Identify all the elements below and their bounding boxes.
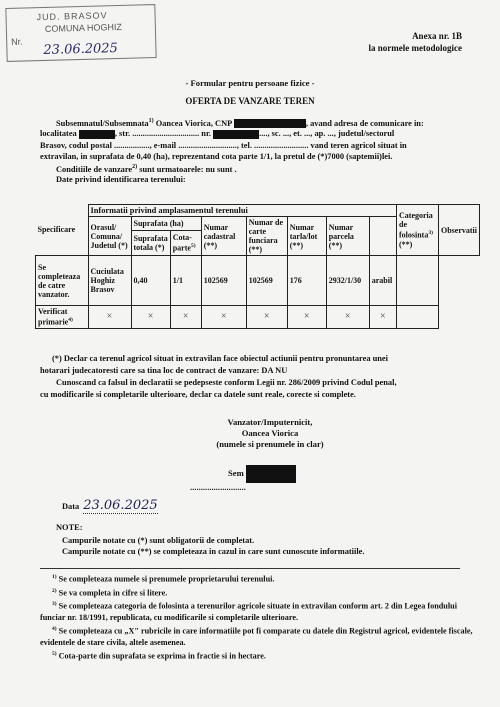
header-total-surface: Suprafata totala (*): [131, 230, 170, 256]
intro-p2-b: , str. ................................ nr.: [114, 129, 212, 138]
signer-name-hint: (numele si prenumele in clar): [216, 439, 324, 449]
signer-role: Vanzator/Imputernicit,: [227, 417, 313, 427]
check-mark: ×: [131, 306, 170, 329]
row1-cadastral: 102569: [201, 256, 246, 306]
header-spec: Specificare: [36, 205, 89, 256]
footnote-2-text: Se va completa in cifre si litere.: [58, 588, 168, 598]
check-mark: ×: [369, 306, 396, 329]
footnotes: [40, 572, 475, 662]
intro-line-2: [40, 128, 470, 139]
conditions-value: sunt urmatoarele: nu sunt .: [139, 164, 237, 174]
footnote-1: [40, 572, 475, 585]
footnote-5-text: Cota-parte din suprafata se exprima in fractie si in hectare.: [58, 651, 266, 661]
row1-category: arabil: [369, 256, 396, 306]
row1-town: Cuciulata Hoghiz Brasov: [88, 256, 131, 306]
row1-observations: [397, 256, 439, 306]
header-share: [170, 230, 201, 256]
row1-parcel: 2932/1/30: [326, 256, 369, 306]
redacted-street-nr: [213, 130, 259, 139]
annex-line-2: la normele metodologice: [368, 43, 462, 53]
annex-line-1: Anexa nr. 1B: [412, 31, 462, 41]
signature-dots: ..........................: [190, 482, 246, 492]
note-title: NOTE:: [56, 523, 83, 532]
footnote-ref-5: 5): [190, 242, 196, 249]
check-mark: ×: [246, 306, 287, 329]
row2-spec: [36, 306, 89, 329]
footnote-2: [40, 586, 475, 599]
footnote-3-text: Se completeaza categoria de folosinta a terenurilor agricole situate in extravilan conform art. 2 din Legea fondului funciar nr. 18/1991, republicata, cu modificarile si completarile ulterioare.: [40, 602, 457, 623]
row1-spec: Se completeaza de catre vanzator.: [36, 256, 89, 306]
intro-p1-c: , avand adresa de comunicare in:: [305, 118, 424, 128]
header-category: [397, 205, 439, 256]
stamp-line-1: JUD. BRASOV: [36, 10, 108, 23]
check-mark: ×: [326, 306, 369, 329]
offer-title: OFERTA DE VANZARE TEREN: [185, 96, 315, 106]
footnote-5-num: 5): [52, 650, 57, 657]
header-observations: Observatii: [439, 205, 480, 256]
signature-block: [195, 417, 345, 450]
note-line-1: Campurile notate cu (*) sunt obligatorii de completat.: [62, 536, 255, 545]
footnote-ref-1: 1): [148, 118, 154, 124]
land-info-table: [35, 204, 480, 329]
footnote-3: [40, 599, 475, 623]
stamp-date: 23.06.2025: [43, 41, 119, 58]
intro-line-5: [56, 162, 237, 175]
header-group: Informatii privind amplasamentul terenului: [88, 205, 397, 217]
date-value: 23.06.2025: [83, 498, 158, 513]
footnote-ref-2: 2): [132, 164, 138, 170]
header-category-label: Categoria de folosinta: [399, 211, 433, 240]
check-mark: ×: [170, 306, 201, 329]
footnote-4-num: 4): [52, 626, 57, 633]
declare-line-4: cu modificarile si completarile ulterioare, declar ca datele sunt reale, corecte si complete.: [40, 390, 356, 399]
intro-p2-c: ...., sc. ..., et. ..., ap. ..., judetul/sectorul: [259, 129, 395, 138]
header-land-book: Numar de carte funciara (**): [246, 217, 287, 256]
header-surface: Suprafata (ha): [131, 217, 201, 231]
intro-p1-b: Oancea Viorica, CNP: [155, 118, 232, 128]
footnote-1-num: 1): [52, 574, 57, 580]
registration-stamp: [5, 4, 156, 62]
intro-line-4: extravilan, in suprafata de 0,40 (ha), reprezentand cota parte 1/1, la pretul de (*)7000 (saptemii)lei.: [40, 152, 393, 161]
row2-spec-label: Verificat primarie: [38, 307, 69, 327]
header-plot-lot: Numar tarla/lot (**): [287, 217, 326, 256]
intro-p2-a: localitatea: [40, 129, 77, 138]
row2-observations: [397, 306, 439, 329]
header-town: Orasul/ Comuna/ Judetul (*): [88, 217, 131, 256]
header-parcel: Numar parcela (**): [326, 217, 369, 256]
footnote-2-num: 2): [52, 587, 57, 594]
check-mark: ×: [201, 306, 246, 329]
intro-line-1: [40, 116, 470, 129]
footnote-ref-4: 4): [68, 317, 73, 323]
check-mark: ×: [88, 306, 131, 329]
signature-label: Sem: [228, 467, 244, 478]
footnote-4: [40, 624, 475, 648]
footnote-5: [40, 649, 475, 662]
header-cadastral: Numar cadastral (**): [201, 217, 246, 256]
stamp-line-2: COMUNA HOGHIZ: [44, 21, 123, 34]
conditions-label: Conditiile de vanzare: [56, 164, 133, 174]
header-category-b: (**): [399, 239, 413, 249]
footnote-4-text: Se completeaza cu „X" rubricile in care informatiile pot fi comparate cu datele din Registrul agricol, evidentele fiscale, evidentele de stare civila, altele asemenea.: [40, 626, 473, 647]
annex-header: [369, 30, 462, 54]
intro-p1-a: Subsemnatul/Subsemnata: [56, 118, 149, 128]
footnote-separator: [40, 568, 460, 569]
date-label: Data: [62, 502, 80, 511]
signature-line: [228, 465, 296, 483]
redacted-locality: [79, 130, 115, 139]
intro-line-6: Date privind identificarea terenului:: [56, 175, 186, 184]
declare-line-2: hotarari judecatoresti care sa tina loc de contract de vanzare: DA NU: [40, 366, 288, 375]
note-line-2: Campurile notate cu (**) se completeaza in cazul in care sunt cunoscute informatiile.: [62, 547, 365, 556]
check-mark: ×: [287, 306, 326, 329]
footnote-1-text: Se completeaza numele si prenumele proprietarului terenului.: [58, 574, 275, 584]
signer-name: Oancea Viorica: [241, 428, 299, 438]
stamp-nr-label: Nr.: [11, 36, 23, 47]
row1-land-book: 102569: [246, 256, 287, 306]
row1-plot-lot: 176: [287, 256, 326, 306]
form-type-title: - Formular pentru persoane fizice -: [185, 78, 315, 88]
header-share-label: Cota-parte: [172, 232, 192, 253]
date-line: [62, 496, 158, 514]
intro-line-3: Brasov, codul postal ................., e-mail ............................, tel. .......................... vand teren agricol situat in: [40, 141, 407, 150]
redacted-signature: [246, 465, 296, 483]
declare-line-1: (*) Declar ca terenul agricol situat in extravilan face obiectul actiunii pentru pronuntarea unei: [52, 354, 388, 363]
row1-surface: 0,40: [131, 256, 170, 306]
footnote-ref-3: 3): [428, 230, 433, 237]
footnote-3-num: 3): [52, 601, 57, 608]
declare-line-3: Cunoscand ca falsul in declaratii se pedepseste conform Legii nr. 286/2009 privind Codul penal,: [56, 378, 397, 387]
row1-share: 1/1: [170, 256, 201, 306]
